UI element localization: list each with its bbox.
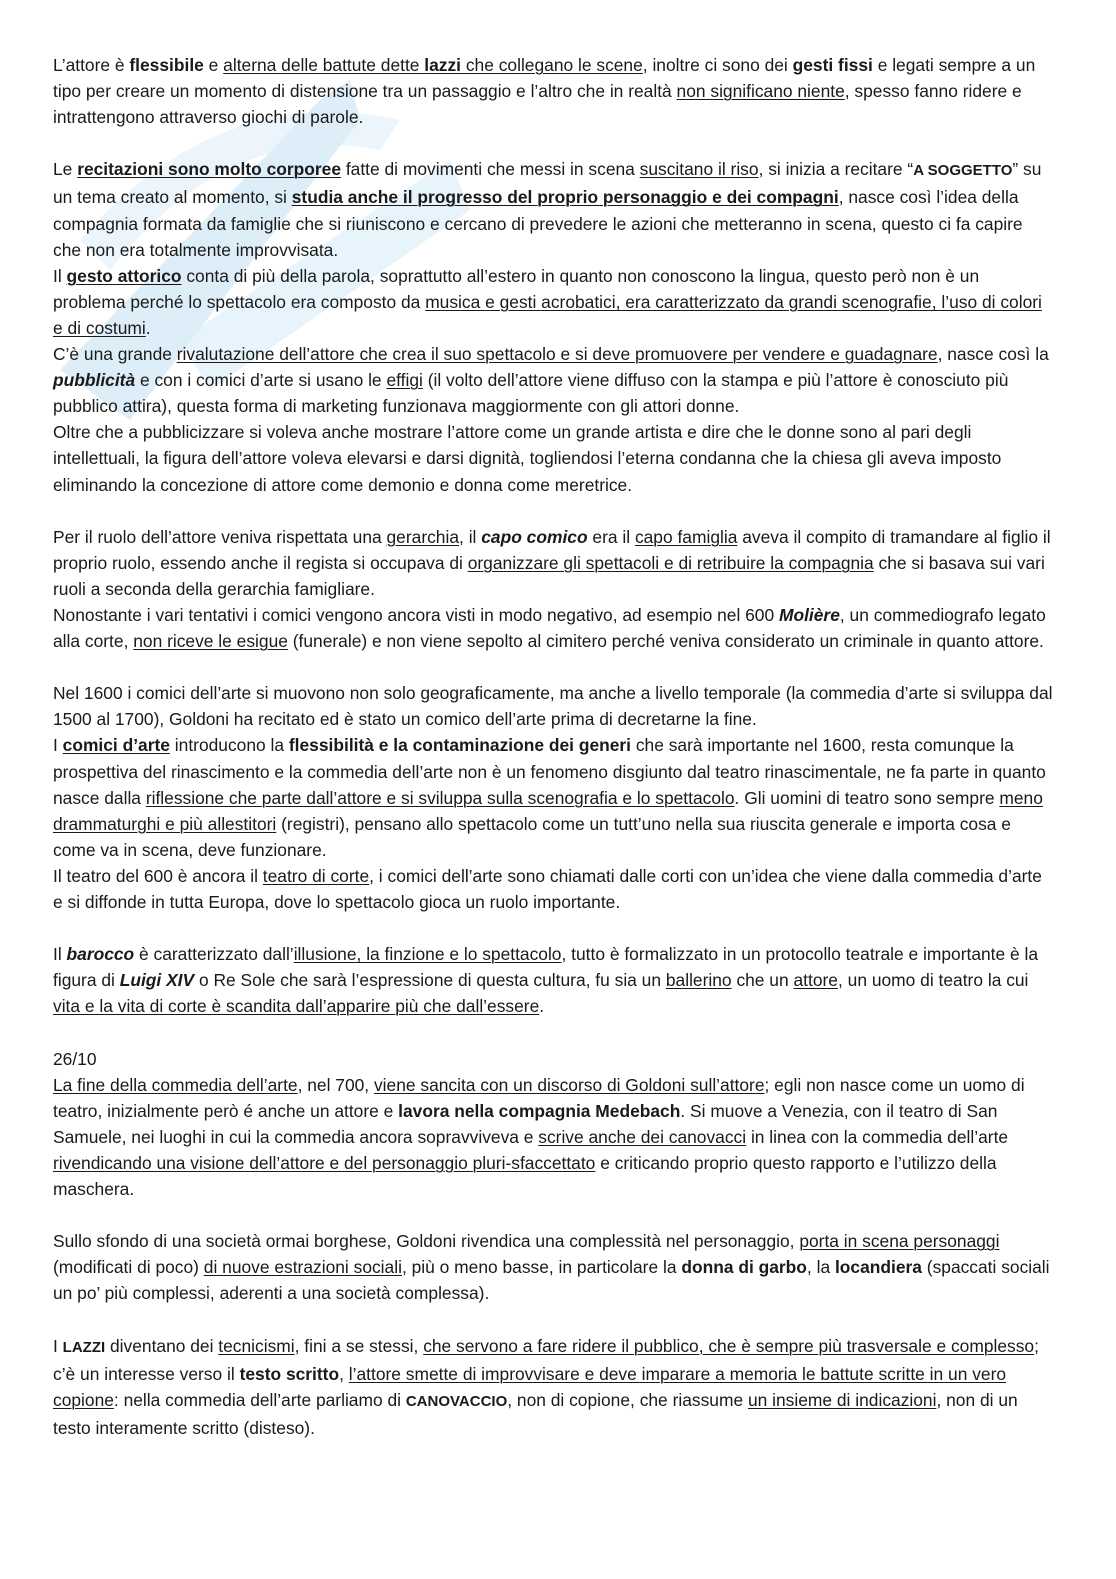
text: diventano dei xyxy=(105,1335,219,1356)
bold-italic-term: Molière xyxy=(778,604,840,625)
paragraph-rivalutazione xyxy=(53,341,1053,419)
underlined-text: ballerino xyxy=(665,970,732,991)
bold-term: recitazioni sono molto corporee xyxy=(77,159,341,180)
text: Le xyxy=(53,159,78,180)
paragraph-recitazioni xyxy=(53,156,1053,262)
paragraph-1600 xyxy=(53,680,1053,732)
bold-term: gesti fissi xyxy=(792,55,873,75)
bold-term: studia anche il progresso del proprio personaggio e dei compagni xyxy=(291,187,839,208)
underlined-text: viene sancita con un discorso di Goldoni sull’attore xyxy=(373,1074,765,1095)
small-caps-term: A SOGGETTO xyxy=(913,162,1013,180)
paragraph-pubblicizzare xyxy=(53,419,1053,497)
bold-term: flessibile xyxy=(129,55,204,75)
underlined-text: porta in scena personaggi xyxy=(799,1231,1000,1252)
underlined-text: meno drammaturghi e più allestitori xyxy=(53,787,1043,834)
paragraph-lazzi xyxy=(53,1333,1053,1441)
small-caps-term: CANOVACCIO xyxy=(405,1392,508,1410)
text: Il teatro del 600 è ancora il xyxy=(53,865,263,886)
text: (funerale) e non viene sepolto al cimitero perché veniva considerato un criminale in quanto attore. xyxy=(287,631,1044,652)
text: L’attore è xyxy=(53,55,130,75)
text: , non di un testo interamente scritto (disteso). xyxy=(53,1389,1018,1438)
underlined-text: gerarchia xyxy=(386,526,460,547)
text: o Re Sole che sarà l’espressione di questa cultura, fu sia un xyxy=(194,970,666,991)
text: , nel 700, xyxy=(297,1074,374,1095)
underlined-text: tecnicismi xyxy=(218,1335,295,1356)
bold-italic-term: capo comico xyxy=(481,526,588,547)
underlined-text: rivendicando una visione dell’attore e del personaggio pluri-sfaccettato xyxy=(53,1152,596,1173)
underlined-text: alterna delle battute dette xyxy=(223,55,425,75)
date-heading: 26/10 xyxy=(53,1048,97,1069)
paragraph-moliere xyxy=(53,602,1053,654)
text: che si basava sui vari ruoli a seconda della gerarchia famigliare. xyxy=(53,552,1045,599)
text: . xyxy=(145,317,151,338)
underlined-text: un insieme di indicazioni xyxy=(747,1389,937,1410)
document-body xyxy=(53,52,1053,1441)
bold-term: gesto attorico xyxy=(66,265,182,286)
underlined-text: che collegano le scene xyxy=(461,55,643,75)
text: C’è una grande xyxy=(53,344,177,365)
bold-term: testo scritto xyxy=(239,1363,340,1384)
text: Il xyxy=(53,265,67,286)
small-caps-term: LAZZI xyxy=(62,1338,106,1356)
underlined-text: riflessione che parte dall’attore e si sviluppa sulla scenografia e lo spettacolo xyxy=(145,787,735,808)
text: , si inizia a recitare “ xyxy=(758,159,914,180)
text: Il xyxy=(53,944,67,965)
text: conta di più della parola, soprattutto all’estero in quanto non conoscono la lingua, questo però non è un problema perché lo spettacolo era composto da xyxy=(53,265,980,312)
text: introducono la xyxy=(169,735,289,756)
text: (il volto dell’attore viene diffuso con la stampa e più l’attore è conosciuto più pubblico attira), questa forma di marketing funzionava maggiormente con gli attori donne. xyxy=(53,370,1009,417)
paragraph-fine-commedia xyxy=(53,1072,1053,1202)
text: fatte di movimenti che messi in scena xyxy=(341,159,640,180)
bold-term: locandiera xyxy=(834,1257,922,1278)
bold-term: lazzi xyxy=(424,55,462,75)
text: , il xyxy=(459,526,482,547)
paragraph-attore-flessibile xyxy=(53,52,1053,130)
text: . xyxy=(539,996,545,1017)
bold-term: flessibilità e la contaminazione dei generi xyxy=(288,735,632,756)
paragraph-societa-borghese xyxy=(53,1228,1053,1306)
text: aveva il compito di tramandare al figlio il proprio ruolo, essendo anche il regista si occupava di xyxy=(53,526,1051,573)
bold-italic-term: Luigi XIV xyxy=(119,970,195,991)
underlined-text: La fine della commedia dell’arte xyxy=(53,1074,298,1095)
text: e criticando proprio questo rapporto e l’utilizzo della maschera. xyxy=(53,1152,997,1200)
text: , fini a se stessi, xyxy=(294,1335,424,1356)
text: , spesso fanno ridere e intrattengono attraverso giochi di parole. xyxy=(53,81,1022,128)
text: , un uomo di teatro la cui xyxy=(837,970,1029,991)
text: Nel 1600 i comici dell’arte si muovono non solo geograficamente, ma anche a livello temporale (la commedia d’arte si sviluppa dal 1500 al 1700), Goldoni ha recitato ed è stato un comico dell’arte prima di decretarne la fine. xyxy=(53,683,1053,730)
text: , più o meno basse, in particolare la xyxy=(401,1257,682,1278)
underlined-text: non riceve le esigue xyxy=(133,631,288,652)
text: e con i comici d’arte si usano le xyxy=(135,370,387,391)
text: , i comici dell’arte sono chiamati dalle corti con un’idea che viene dalla commedia d’arte e si diffonde in tutta Europa, dove lo spettacolo gioca un ruolo importante. xyxy=(53,865,1042,912)
text: e legati sempre a un tipo per creare un momento di distensione tra un passaggio e l’altro che in realtà xyxy=(53,55,1036,102)
bold-term: comici d’arte xyxy=(62,735,170,756)
underlined-text: attore xyxy=(793,970,838,991)
paragraph-teatro-600 xyxy=(53,863,1053,915)
underlined-text: musica e gesti acrobatici, era caratterizzato da grandi scenografie, l’uso di colori e di costumi xyxy=(53,291,1042,338)
text: , nasce così l’idea della compagnia formata da famiglie che si riuniscono e cercano di prevedere le azioni che metteranno in scena, questo ci fa capire che non era totalmente improvvisata. xyxy=(53,187,1023,260)
underlined-text: suscitano il riso xyxy=(639,159,759,180)
underlined-text: capo famiglia xyxy=(634,526,738,547)
underlined-text: effigi xyxy=(386,370,423,391)
underlined-text: che servono a fare ridere il pubblico, che è sempre più trasversale e complesso xyxy=(423,1335,1035,1356)
text: Oltre che a pubblicizzare si voleva anche mostrare l’attore come un grande artista e dire che le donne sono al pari degli intellettuali, la figura dell’attore voleva elevarsi e darsi dignità, togliendosi l’eterna condanna che la chiesa gli aveva imposto eliminando la concezione di attore come demonio e donna come meretrice. xyxy=(53,422,1002,495)
bold-italic-term: pubblicità xyxy=(53,370,136,391)
underlined-text: vita e la vita di corte è scandita dall’apparire più che dall’essere xyxy=(53,996,540,1017)
text: e xyxy=(203,55,224,75)
text: , nasce così la xyxy=(937,344,1049,365)
text: I xyxy=(53,1335,63,1356)
text: Sullo sfondo di una società ormai borghese, Goldoni rivendica una complessità nel personaggio, xyxy=(53,1231,800,1252)
text: (registri), pensano allo spettacolo come un tutt’uno nella sua riuscita generale e importa cosa e come va in scena, deve funzionare. xyxy=(53,813,1011,860)
text: era il xyxy=(587,526,635,547)
underlined-text: rivalutazione dell’attore che crea il suo spettacolo e si deve promuovere per vendere e guadagnare xyxy=(176,344,938,365)
text: Per il ruolo dell’attore veniva rispettata una xyxy=(53,526,387,547)
text: in linea con la commedia dell’arte xyxy=(746,1126,1009,1147)
bold-term: lavora nella compagnia Medebach xyxy=(398,1100,681,1121)
text: ; egli non nasce come un uomo di teatro, inizialmente però é anche un attore e xyxy=(53,1074,1025,1121)
text: , non di copione, che riassume xyxy=(507,1389,748,1410)
text: ; c’è un interesse verso il xyxy=(53,1335,1039,1384)
text: (spaccati sociali un po’ più complessi, aderenti a una società complessa). xyxy=(53,1257,1050,1304)
paragraph-barocco xyxy=(53,941,1053,1019)
underlined-text: organizzare gli spettacoli e di retribuire la compagnia xyxy=(467,552,874,573)
text: ” su un tema creato al momento, si xyxy=(53,159,1042,208)
underlined-text: non significano niente xyxy=(676,81,845,102)
underlined-text: di nuove estrazioni sociali xyxy=(203,1257,402,1278)
text: che un xyxy=(731,970,794,991)
text: I xyxy=(53,735,63,756)
text: , un commediografo legato alla corte, xyxy=(53,604,1046,652)
text: . Gli uomini di teatro sono sempre xyxy=(734,787,1000,808)
underlined-text: l’attore smette di improvvisare e deve imparare a memoria le battute scritte in un vero copione xyxy=(53,1363,1007,1410)
paragraph-comici-arte xyxy=(53,732,1053,862)
text: che sarà importante nel 1600, resta comunque la prospettiva del rinascimento e la commedia dell’arte non è un fenomeno disgiunto dal teatro rinascimentale, ne fa parte in quanto nasce dalla xyxy=(53,735,1046,808)
paragraph-gesto-attorico xyxy=(53,263,1053,341)
text: , xyxy=(339,1363,349,1384)
text: Nonostante i vari tentativi i comici vengono ancora visti in modo negativo, ad esempio nel 600 xyxy=(53,604,779,625)
text: , la xyxy=(806,1257,835,1278)
text: è caratterizzato dall’ xyxy=(134,944,294,965)
bold-term: donna di garbo xyxy=(681,1257,807,1278)
text: , inoltre ci sono dei xyxy=(642,55,793,75)
underlined-text: scrive anche dei canovacci xyxy=(538,1126,747,1147)
text: . Si muove a Venezia, con il teatro di San Samuele, nei luoghi in cui la commedia ancora sopravviveva e xyxy=(53,1100,998,1147)
text: (modificati di poco) xyxy=(53,1257,204,1278)
text: , tutto è formalizzato in un protocollo teatrale e importante è la figura di xyxy=(53,944,1039,991)
text: : nella commedia dell’arte parliamo di xyxy=(113,1389,406,1410)
bold-italic-term: barocco xyxy=(66,944,135,965)
underlined-text: teatro di corte xyxy=(262,865,370,886)
underlined-text: illusione, la finzione e lo spettacolo xyxy=(293,944,562,965)
paragraph-gerarchia xyxy=(53,524,1053,602)
